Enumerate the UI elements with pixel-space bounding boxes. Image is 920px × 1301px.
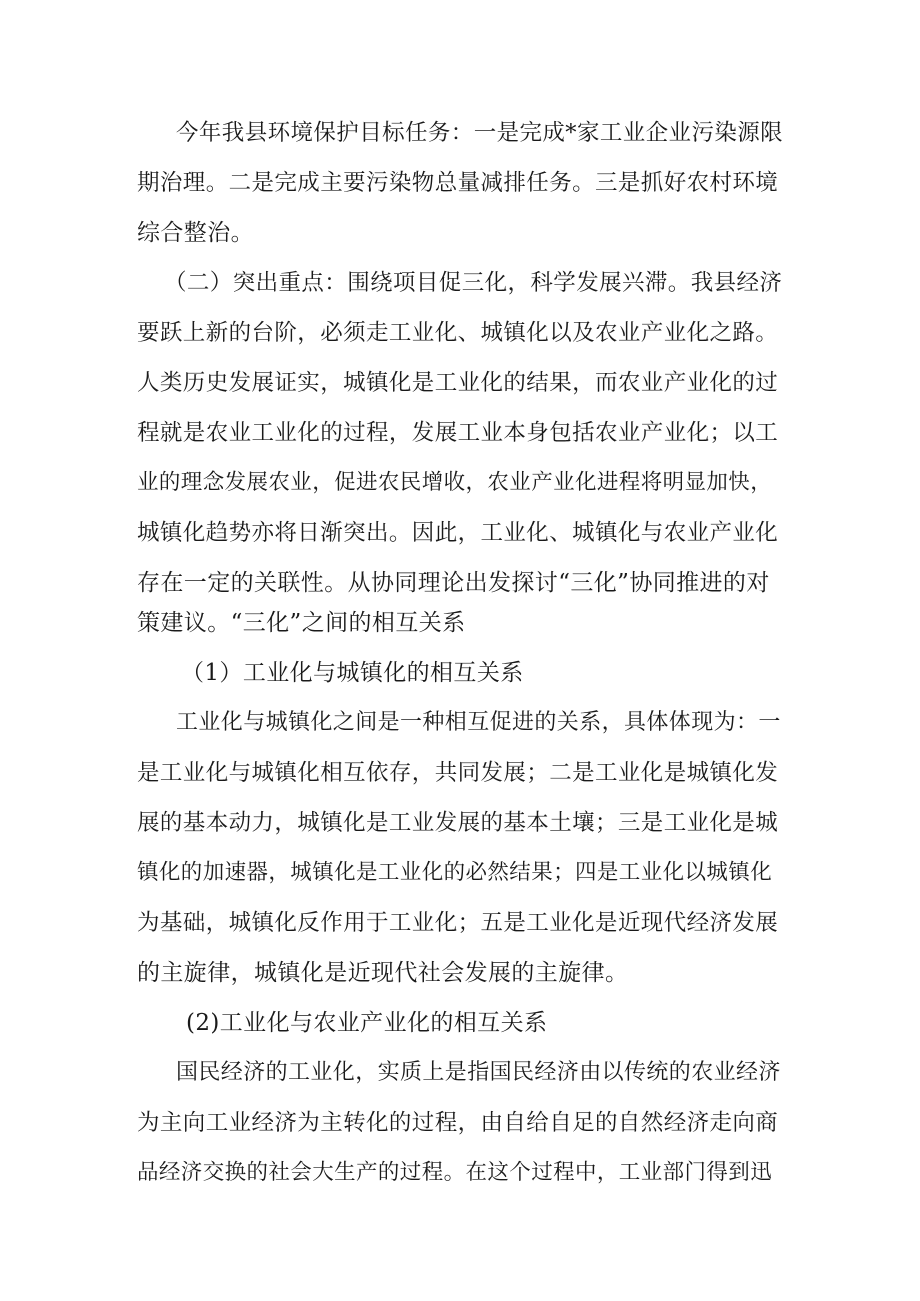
text-line: 业的理念发展农业，促进农民增收，农业产业化进程将明显加快， (137, 470, 773, 495)
text-line: 要跃上新的台阶，必须走工业化、城镇化以及农业产业化之路。 (137, 320, 779, 346)
text-line: 是工业化与城镇化相互依存，共同发展；二是工业化是城镇化发 (137, 760, 779, 786)
text-line: 城镇化趋势亦将日渐突出。因此，工业化、城镇化与农业产业化 (137, 520, 779, 546)
text-line: 综合整治。 (137, 220, 254, 246)
text-line: 展的基本动力，城镇化是工业发展的基本土壤；三是工业化是城 (137, 810, 779, 836)
text-line: 策建议。“三化”之间的相互关系 (137, 610, 466, 636)
text-line: 镇化的加速器，城镇化是工业化的必然结果；四是工业化以城镇化 (137, 860, 773, 885)
text-line: 今年我县环境保护目标任务：一是完成*家工业企业污染源限 (176, 120, 784, 146)
subsection-heading: (2)工业化与农业产业化的相互关系 (186, 1010, 548, 1036)
text-line: 存在一定的关联性。从协同理论出发探讨“三化”协同推进的对 (137, 570, 770, 596)
section-heading: （二）突出重点：围绕项目促三化，科学发展兴滞。我县经济 (164, 270, 783, 296)
text-line: 工业化与城镇化之间是一种相互促进的关系，具体体现为：一 (176, 710, 781, 735)
text-line: 人类历史发展证实，城镇化是工业化的结果，而农业产业化的过 (137, 370, 779, 396)
text-line: 的主旋律，城镇化是近现代社会发展的主旋律。 (137, 960, 629, 986)
text-line: 品经济交换的社会大生产的过程。在这个过程中，工业部门得到迅 (137, 1160, 773, 1185)
text-line: 为主向工业经济为主转化的过程，由自给自足的自然经济走向商 (137, 1110, 779, 1136)
text-line: 期治理。二是完成主要污染物总量减排任务。三是抓好农村环境 (137, 170, 779, 196)
text-line: 国民经济的工业化，实质上是指国民经济由以传统的农业经济 (176, 1060, 781, 1085)
text-line: 为基础，城镇化反作用于工业化；五是工业化是近现代经济发展 (137, 910, 779, 936)
subsection-heading: （1）工业化与城镇化的相互关系 (181, 660, 524, 686)
text-line: 程就是农业工业化的过程，发展工业本身包括农业产业化；以工 (137, 420, 779, 446)
